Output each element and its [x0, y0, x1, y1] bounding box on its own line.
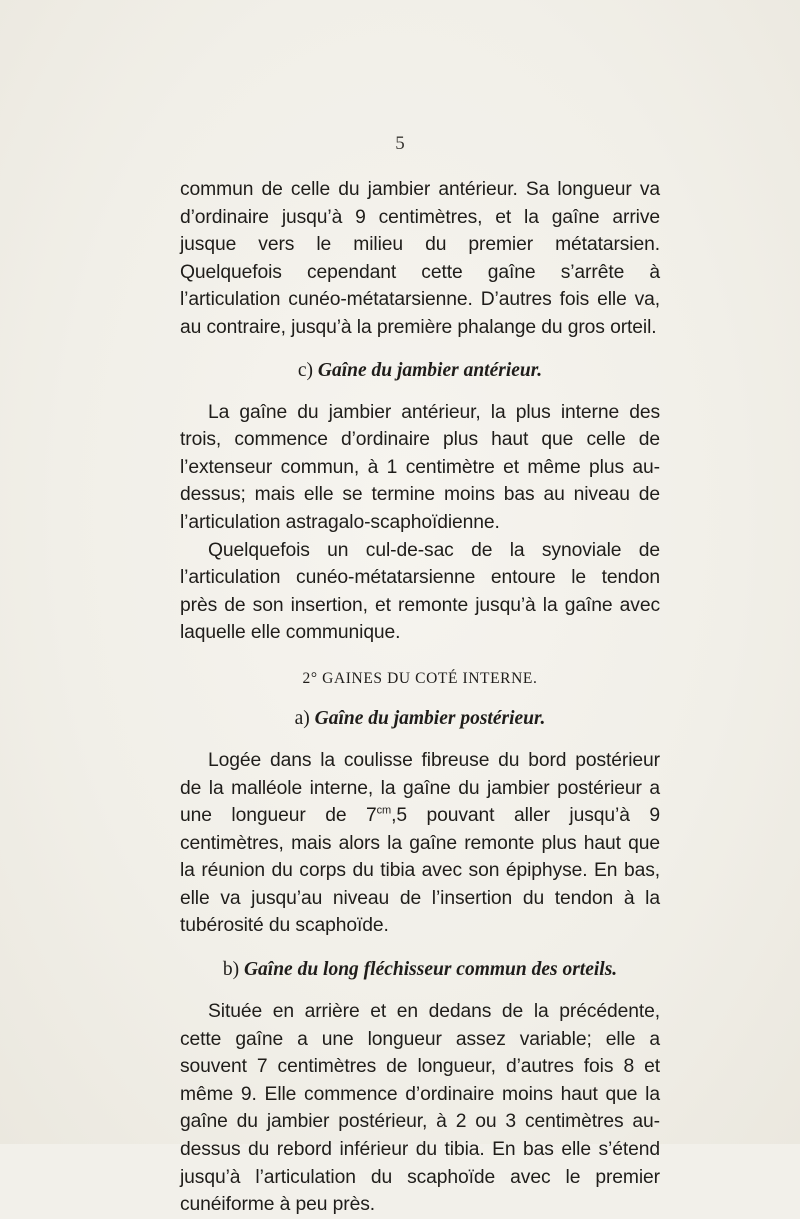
subheading-title: Gaîne du jambier postérieur. [314, 707, 546, 729]
section-title: GAINES DU COTÉ INTERNE. [322, 669, 538, 687]
section-heading-cote-interne [180, 667, 660, 691]
subheading-label: c) [297, 359, 313, 381]
page-number: 5 [395, 133, 405, 154]
subheading-title: Gaîne du long fléchisseur commun des orteils. [243, 959, 618, 981]
subheading-title: Gaîne du jambier antérieur. [317, 359, 543, 381]
paragraph-text-end: ,5 pouvant aller jusqu’à 9 centimètres, mais alors la gaîne remonte plus haut que la réunion du corps du tibia avec son épiphyse. En bas, elle va jusqu’au niveau de l’insertion du tendon à la tubérosité du scaphoïde. [180, 805, 660, 937]
page-content [180, 176, 660, 1219]
unit-superscript: cm [376, 804, 392, 817]
paragraph-jambier-posterieur [180, 747, 660, 940]
subheading-jambier-anterieur [180, 357, 660, 384]
paragraph-long-flechisseur: Située en arrière et en dedans de la précédente, cette gaîne a une longueur assez variable; elle a souvent 7 centimètres de longueur, d’autres fois 8 et même 9. Elle commence d’ordinaire moins haut que la gaîne du jambier postérieur, à 2 ou 3 centimètres au-dessus du rebord inférieur du tibia. En bas elle s’étend jusqu’à l’articulation du scaphoïde avec le premier cunéiforme à peu près. [180, 1001, 660, 1216]
paragraph-cul-de-sac: Quelquefois un cul-de-sac de la synoviale de l’articulation cunéo-métatarsienne entoure le tendon près de son insertion, et remonte jusqu’à la gaîne avec laquelle elle communique. [180, 539, 660, 644]
section-number: 2° [302, 669, 318, 687]
paragraph-text-start: Logée dans la coulisse fibreuse du bord postérieur de la malléole interne, la gaîne du jambier postérieur a une longueur de 7 [180, 749, 660, 827]
paragraph-extenseur-continuation: commun de celle du jambier antérieur. Sa longueur va d’ordinaire jusqu’à 9 centimètres, et la gaîne arrive jusque vers le milieu du premier métatarsien. Quelquefois cependant cette gaîne s’arrête à l’articulation cunéo-métatarsienne. D’autres fois elle va, au contraire, jusqu’à la première phalange du gros orteil. [180, 179, 660, 338]
subheading-label: a) [294, 707, 310, 729]
subheading-label: b) [222, 959, 240, 981]
subheading-long-flechisseur [180, 956, 660, 983]
subheading-jambier-posterieur [180, 705, 660, 732]
paragraph-jambier-anterieur: La gaîne du jambier antérieur, la plus interne des trois, commence d’ordinaire plus haut que celle de l’extenseur commun, à 1 centimètre et même plus au-dessus; mais elle se termine moins bas au niveau de l’articulation astragalo-scaphoïdienne. [180, 401, 660, 533]
